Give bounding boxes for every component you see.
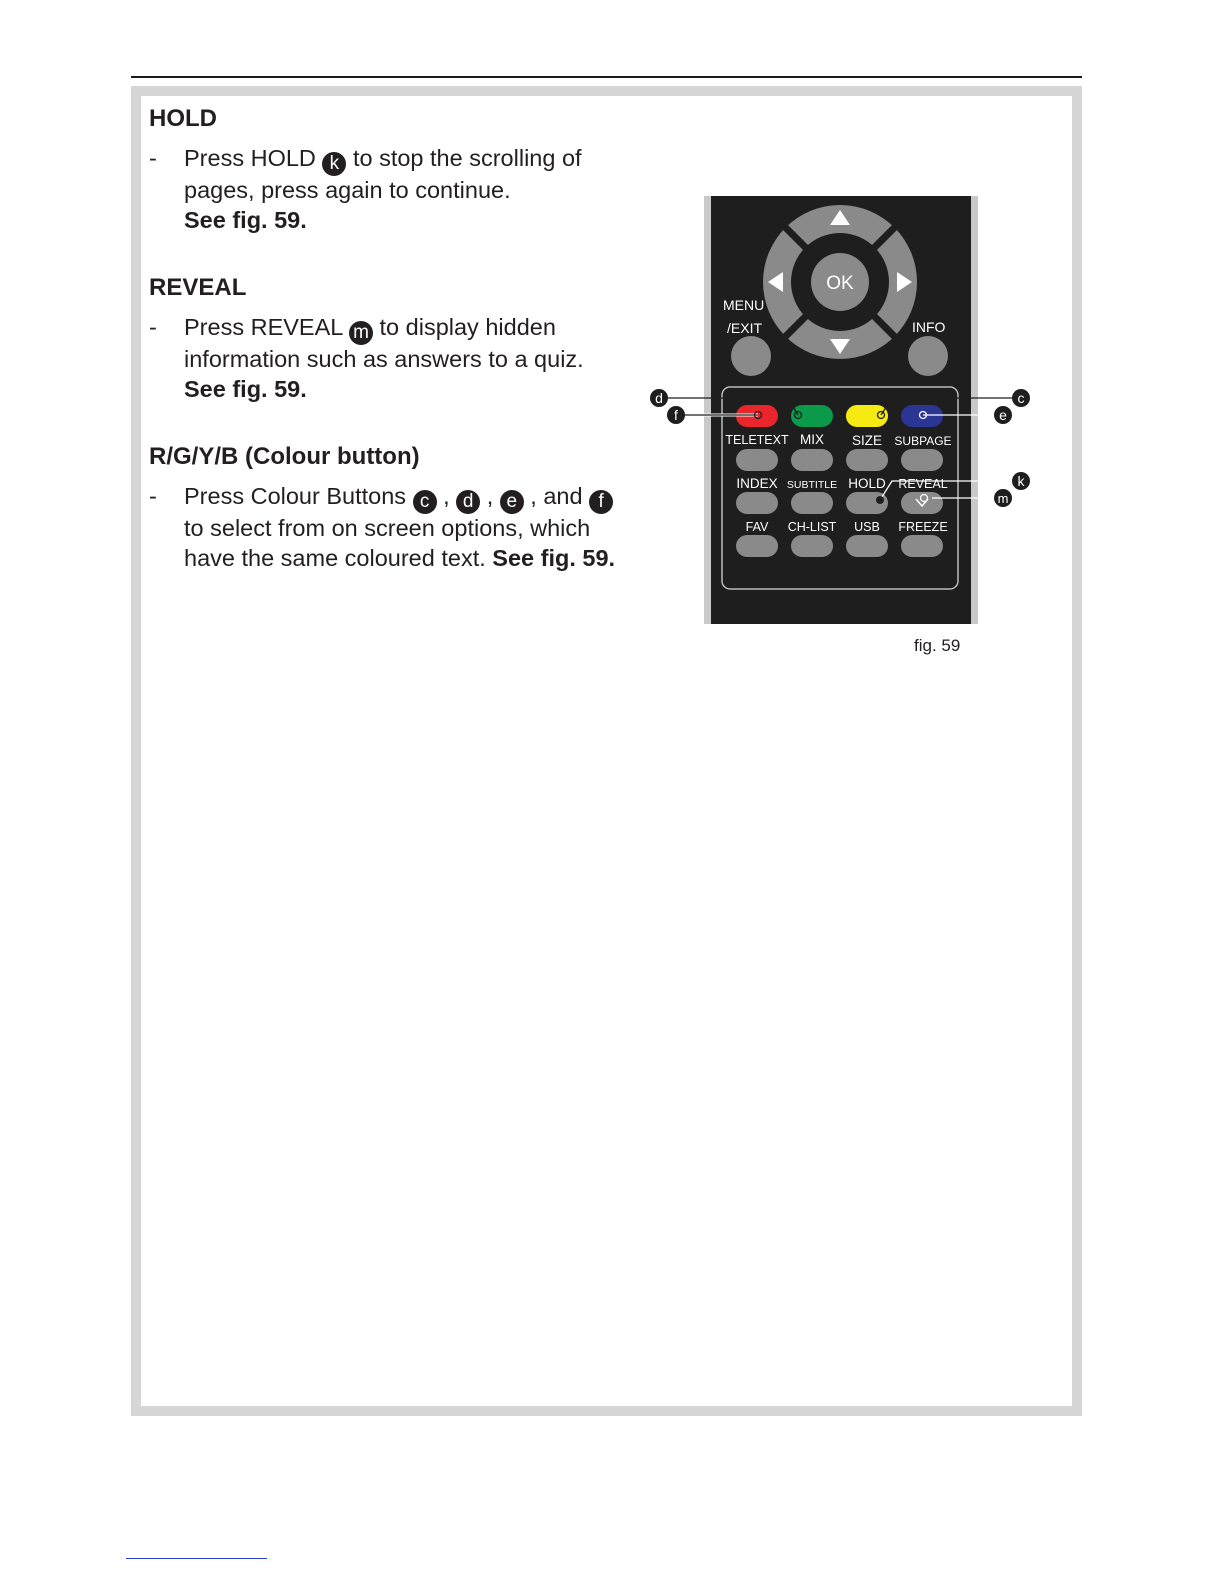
section-heading: R/G/Y/B (Colour button) — [149, 443, 420, 470]
section-heading: REVEAL — [149, 274, 247, 301]
callout-badge-c: c — [413, 490, 437, 514]
subpage-button[interactable] — [901, 449, 943, 471]
hold-label: HOLD — [848, 476, 886, 491]
instruction-text: to display hidden information such as answers to a quiz. — [184, 314, 584, 372]
top-rule — [131, 76, 1082, 78]
bullet-dash: - — [149, 314, 157, 340]
instruction-item — [149, 482, 639, 573]
freeze-button[interactable] — [901, 535, 943, 557]
instruction-text: to select from on screen options, which have the same coloured text. — [184, 515, 591, 571]
footer-link-underline[interactable] — [126, 1558, 267, 1559]
fav-button[interactable] — [736, 535, 778, 557]
subtitle-button[interactable] — [791, 492, 833, 514]
callout-badge-e: e — [500, 490, 524, 514]
teletext-button[interactable] — [736, 449, 778, 471]
separator: , — [486, 483, 494, 509]
remote-illustration — [640, 190, 1040, 660]
freeze-label: FREEZE — [898, 520, 948, 534]
remote-control-figure — [640, 190, 1040, 660]
callout-badge-f: f — [589, 490, 613, 514]
info-label: INFO — [912, 319, 946, 335]
size-label: SIZE — [851, 433, 883, 448]
index-label: INDEX — [736, 476, 778, 491]
instruction-text: to stop the scrolling of pages, press again to continue. — [184, 145, 582, 203]
separator: , and — [530, 483, 583, 509]
info-button[interactable] — [908, 336, 948, 376]
figure-reference: See fig. 59. — [184, 206, 307, 233]
callout-letter: f — [674, 407, 678, 423]
menu-exit-button[interactable] — [731, 336, 771, 376]
section-heading: HOLD — [149, 105, 217, 132]
instruction-text: Press HOLD — [184, 145, 316, 171]
blue-button[interactable] — [901, 405, 943, 427]
ch-list-button[interactable] — [791, 535, 833, 557]
green-button[interactable] — [791, 405, 833, 427]
callout-letter: c — [1017, 390, 1025, 406]
separator: , — [443, 483, 450, 509]
fav-label: FAV — [745, 520, 769, 534]
bullet-dash: - — [149, 145, 157, 171]
ch-list-label: CH-LIST — [787, 520, 837, 534]
figure-reference: See fig. 59. — [492, 544, 616, 571]
figure-reference: See fig. 59. — [184, 375, 307, 402]
menu-label: MENU — [723, 297, 765, 313]
reveal-label: REVEAL — [898, 477, 948, 491]
subtitle-label: SUBTITLE — [786, 479, 838, 491]
section-hold — [149, 100, 639, 235]
teletext-label: TELETEXT — [725, 433, 789, 447]
callout-letter: d — [655, 390, 663, 406]
subpage-label: SUBPAGE — [894, 434, 952, 448]
size-button[interactable] — [846, 449, 888, 471]
callout-letter: e — [999, 407, 1007, 423]
exit-label: /EXIT — [727, 320, 763, 336]
instruction-text: Press REVEAL — [184, 314, 343, 340]
instruction-item — [149, 313, 639, 404]
ok-label: OK — [826, 273, 854, 294]
callout-letter: k — [1017, 473, 1025, 489]
instruction-item — [149, 144, 639, 235]
callout-badge-k: k — [322, 152, 346, 176]
instruction-text: Press Colour Buttons — [184, 483, 407, 509]
callout-dot-k — [877, 497, 884, 504]
mix-label: MIX — [799, 432, 825, 447]
bullet-dash: - — [149, 483, 157, 509]
index-button[interactable] — [736, 492, 778, 514]
usb-label: USB — [854, 520, 880, 534]
callout-badge-m: m — [349, 321, 373, 345]
figure-caption: fig. 59 — [914, 636, 961, 655]
yellow-button[interactable] — [846, 405, 888, 427]
text-column — [149, 100, 639, 607]
mix-button[interactable] — [791, 449, 833, 471]
callout-badge-d: d — [456, 490, 480, 514]
section-colour-buttons — [149, 438, 639, 573]
usb-button[interactable] — [846, 535, 888, 557]
callout-letter: m — [997, 491, 1009, 506]
section-reveal — [149, 269, 639, 404]
